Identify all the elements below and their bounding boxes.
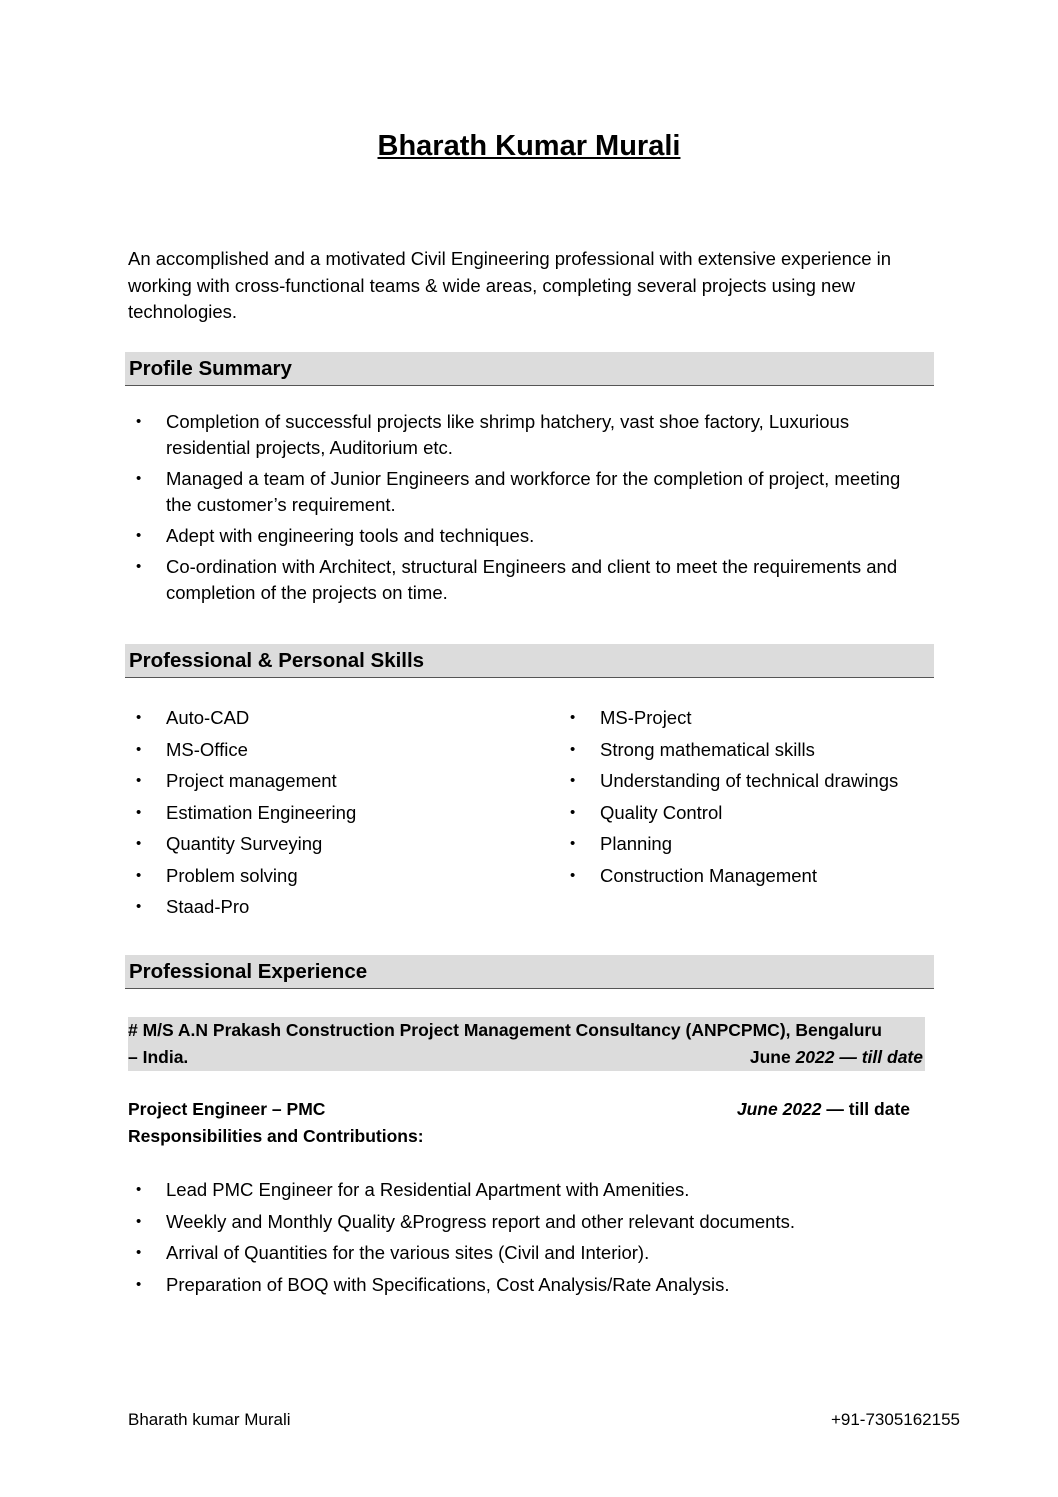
footer-phone: +91-7305162155 [830, 1410, 960, 1429]
list-item: • Auto-CAD [128, 702, 548, 734]
list-item: • Lead PMC Engineer for a Residential Apartment with Amenities. [128, 1174, 918, 1206]
skills-list-right [562, 702, 942, 891]
section-header-experience: Professional Experience [125, 955, 934, 989]
list-item: • Arrival of Quantities for the various sites (Civil and Interior). [128, 1237, 918, 1269]
candidate-name: Bharath Kumar Murali [377, 130, 681, 162]
list-item: • Understanding of technical drawings [562, 765, 942, 797]
role-date-end: — till date [821, 1099, 910, 1119]
section-header-skills: Professional & Personal Skills [125, 644, 934, 678]
list-item: • Planning [562, 828, 942, 860]
company-date [750, 1044, 925, 1071]
list-item: • MS-Project [562, 702, 942, 734]
list-item: • Adept with engineering tools and techniques. [128, 523, 918, 549]
list-item: • Problem solving [128, 860, 548, 892]
list-item: • Staad-Pro [128, 891, 548, 923]
skills-list-left [128, 702, 548, 923]
list-item: • Co-ordination with Architect, structural Engineers and client to meet the requirements and completion of the projects on time. [128, 554, 918, 606]
list-item: • Quantity Surveying [128, 828, 548, 860]
company-heading [128, 1017, 925, 1071]
role-date-start: June 2022 [736, 1099, 822, 1119]
list-item: • MS-Office [128, 734, 548, 766]
company-location: – India. [128, 1046, 189, 1067]
footer-name: Bharath kumar Murali [128, 1410, 291, 1429]
role-title: Project Engineer – PMC [128, 1099, 326, 1119]
company-date-month: June [749, 1046, 796, 1067]
profile-summary-list [128, 409, 918, 611]
duties-list [128, 1174, 918, 1300]
list-item: • Quality Control [562, 797, 942, 829]
list-item: • Construction Management [562, 860, 942, 892]
role-date [737, 1096, 910, 1123]
responsibilities-heading: Responsibilities and Contributions: [128, 1125, 424, 1146]
company-name: # M/S A.N Prakash Construction Project Management Consultancy (ANPCPMC), Bengaluru [128, 1020, 882, 1040]
list-item: • Strong mathematical skills [562, 734, 942, 766]
list-item: • Project management [128, 765, 548, 797]
list-item: • Weekly and Monthly Quality &Progress report and other relevant documents. [128, 1206, 918, 1238]
company-date-rest: 2022 — till date [795, 1046, 923, 1067]
list-item: • Completion of successful projects like shrimp hatchery, vast shoe factory, Luxurious residential projects, Auditorium etc. [128, 409, 918, 461]
section-header-profile-summary: Profile Summary [125, 352, 934, 386]
list-item: • Estimation Engineering [128, 797, 548, 829]
list-item: • Managed a team of Junior Engineers and workforce for the completion of project, meeting the customer’s requirement. [128, 466, 918, 518]
role-block [128, 1096, 910, 1149]
list-item: • Preparation of BOQ with Specifications, Cost Analysis/Rate Analysis. [128, 1269, 918, 1301]
intro-paragraph: An accomplished and a motivated Civil Engineering professional with extensive experience in working with cross-functional teams & wide areas, completing several projects using new technologies. [128, 248, 892, 322]
